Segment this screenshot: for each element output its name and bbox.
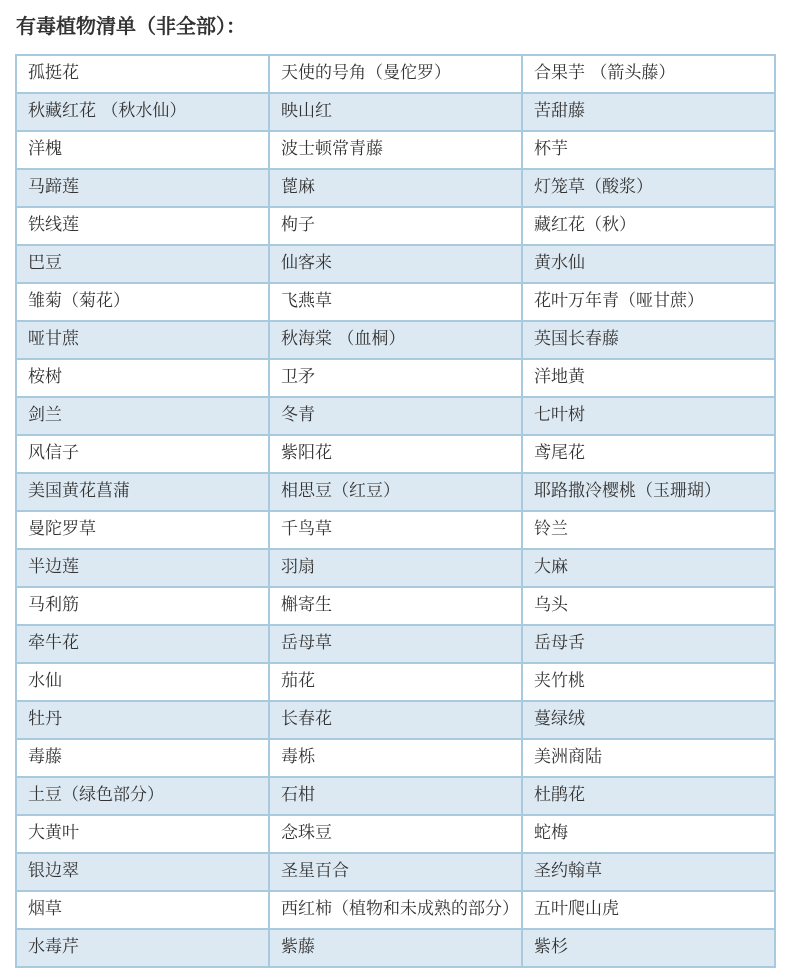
table-cell: 风信子 xyxy=(16,435,269,473)
table-cell: 岳母草 xyxy=(269,625,522,663)
table-row xyxy=(16,929,775,967)
table-row xyxy=(16,93,775,131)
table-cell: 水毒芹 xyxy=(16,929,269,967)
table-cell: 天使的号角（曼佗罗） xyxy=(269,55,522,93)
table-cell: 马利筋 xyxy=(16,587,269,625)
table-cell: 美国黄花菖蒲 xyxy=(16,473,269,511)
table-cell: 卫矛 xyxy=(269,359,522,397)
table-cell: 孤挺花 xyxy=(16,55,269,93)
table-cell: 杜鹃花 xyxy=(522,777,775,815)
table-cell: 牵牛花 xyxy=(16,625,269,663)
table-cell: 石柑 xyxy=(269,777,522,815)
table-cell: 铁线莲 xyxy=(16,207,269,245)
table-cell: 蓖麻 xyxy=(269,169,522,207)
table-cell: 乌头 xyxy=(522,587,775,625)
table-row xyxy=(16,815,775,853)
table-row xyxy=(16,891,775,929)
table-cell: 鸢尾花 xyxy=(522,435,775,473)
table-cell: 紫杉 xyxy=(522,929,775,967)
table-row xyxy=(16,321,775,359)
table-cell: 五叶爬山虎 xyxy=(522,891,775,929)
table-row xyxy=(16,587,775,625)
table-cell: 紫藤 xyxy=(269,929,522,967)
table-cell: 哑甘蔗 xyxy=(16,321,269,359)
table-body xyxy=(16,55,775,967)
table-cell: 秋藏红花 （秋水仙） xyxy=(16,93,269,131)
table-row xyxy=(16,283,775,321)
table-row xyxy=(16,245,775,283)
table-cell: 半边莲 xyxy=(16,549,269,587)
table-cell: 烟草 xyxy=(16,891,269,929)
table-cell: 洋地黄 xyxy=(522,359,775,397)
table-row xyxy=(16,397,775,435)
table-cell: 巴豆 xyxy=(16,245,269,283)
table-cell: 牡丹 xyxy=(16,701,269,739)
table-cell: 大麻 xyxy=(522,549,775,587)
page-title: 有毒植物清单（非全部）： xyxy=(16,14,246,38)
table-row xyxy=(16,853,775,891)
table-row xyxy=(16,625,775,663)
table-row xyxy=(16,473,775,511)
table-cell: 冬青 xyxy=(269,397,522,435)
table-cell: 槲寄生 xyxy=(269,587,522,625)
table-cell: 圣约翰草 xyxy=(522,853,775,891)
table-cell: 剑兰 xyxy=(16,397,269,435)
table-cell: 秋海棠 （血桐） xyxy=(269,321,522,359)
table-cell: 藏红花（秋） xyxy=(522,207,775,245)
table-cell: 黄水仙 xyxy=(522,245,775,283)
table-row xyxy=(16,701,775,739)
table-row xyxy=(16,511,775,549)
table-cell: 雏菊（菊花） xyxy=(16,283,269,321)
table-cell: 毒栎 xyxy=(269,739,522,777)
table-cell: 蛇梅 xyxy=(522,815,775,853)
table-row xyxy=(16,55,775,93)
table-cell: 枸子 xyxy=(269,207,522,245)
table-cell: 铃兰 xyxy=(522,511,775,549)
table-row xyxy=(16,207,775,245)
table-cell: 映山红 xyxy=(269,93,522,131)
table-cell: 大黄叶 xyxy=(16,815,269,853)
table-cell: 仙客来 xyxy=(269,245,522,283)
table-cell: 飞燕草 xyxy=(269,283,522,321)
table-cell: 英国长春藤 xyxy=(522,321,775,359)
table-cell: 夹竹桃 xyxy=(522,663,775,701)
table-cell: 七叶树 xyxy=(522,397,775,435)
table-cell: 灯笼草（酸浆） xyxy=(522,169,775,207)
table-cell: 相思豆（红豆） xyxy=(269,473,522,511)
table-cell: 美洲商陆 xyxy=(522,739,775,777)
table-cell: 银边翠 xyxy=(16,853,269,891)
table-cell: 土豆（绿色部分） xyxy=(16,777,269,815)
poisonous-plants-table xyxy=(15,54,776,968)
table-cell: 曼陀罗草 xyxy=(16,511,269,549)
table-cell: 花叶万年青（哑甘蔗） xyxy=(522,283,775,321)
table-cell: 水仙 xyxy=(16,663,269,701)
table-row xyxy=(16,739,775,777)
table-cell: 羽扇 xyxy=(269,549,522,587)
table-cell: 耶路撒冷樱桃（玉珊瑚） xyxy=(522,473,775,511)
table-cell: 紫阳花 xyxy=(269,435,522,473)
table-cell: 苦甜藤 xyxy=(522,93,775,131)
table-row xyxy=(16,359,775,397)
table-row xyxy=(16,549,775,587)
table-cell: 圣星百合 xyxy=(269,853,522,891)
table-cell: 马蹄莲 xyxy=(16,169,269,207)
table-cell: 千鸟草 xyxy=(269,511,522,549)
table-row xyxy=(16,435,775,473)
table-cell: 洋槐 xyxy=(16,131,269,169)
table-cell: 杯芋 xyxy=(522,131,775,169)
table-cell: 岳母舌 xyxy=(522,625,775,663)
table-cell: 茄花 xyxy=(269,663,522,701)
table-row xyxy=(16,169,775,207)
table-cell: 长春花 xyxy=(269,701,522,739)
table-cell: 毒藤 xyxy=(16,739,269,777)
table-row xyxy=(16,777,775,815)
table-cell: 合果芋 （箭头藤） xyxy=(522,55,775,93)
table-cell: 念珠豆 xyxy=(269,815,522,853)
table-cell: 桉树 xyxy=(16,359,269,397)
table-cell: 波士顿常青藤 xyxy=(269,131,522,169)
table-cell: 西红柿（植物和未成熟的部分） xyxy=(269,891,522,929)
table-cell: 蔓绿绒 xyxy=(522,701,775,739)
table-row xyxy=(16,131,775,169)
table-row xyxy=(16,663,775,701)
